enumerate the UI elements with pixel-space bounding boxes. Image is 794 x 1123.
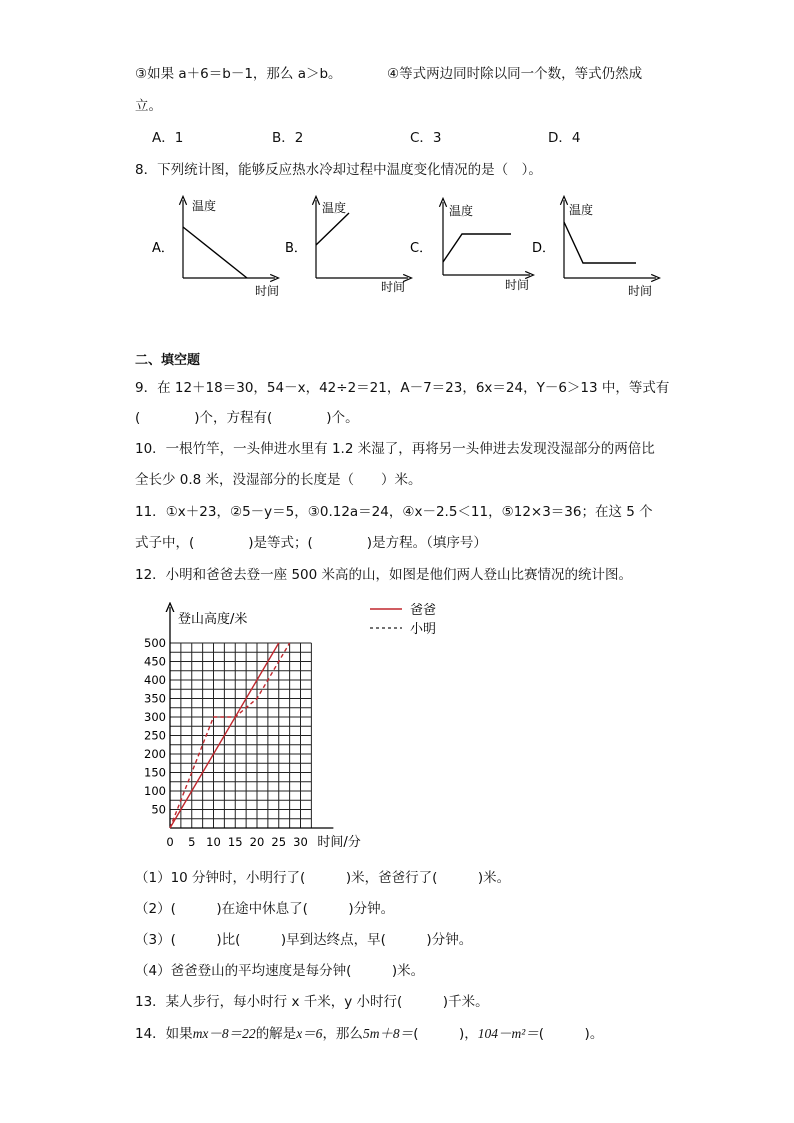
x-tick-label: 15 xyxy=(227,835,243,849)
q11-prefix: 11． xyxy=(135,504,166,520)
q8-graph-c-ylabel: 温度 xyxy=(449,204,474,218)
q10-line2: 全长少 0.8 米，没湿部分的长度是（ ）米。 xyxy=(135,472,422,488)
q8-graph-b-letter: B． xyxy=(285,241,307,256)
q8-graph-c-line xyxy=(443,234,511,262)
y-tick-label: 300 xyxy=(144,710,166,724)
x-tick-label: 0 xyxy=(166,835,174,849)
y-tick-label: 100 xyxy=(144,784,166,798)
chart-grid xyxy=(170,643,311,828)
q11-expr-1: ①x＋23， xyxy=(165,504,230,520)
q8-graph-d-line xyxy=(564,222,636,263)
x-tick-label: 30 xyxy=(293,835,308,849)
x-axis-title: 时间/分 xyxy=(317,835,361,850)
q8-graph-b xyxy=(285,200,408,294)
q11-expr-2: ②5－y＝5， xyxy=(229,504,308,520)
q7-option-d: D．4 xyxy=(548,130,581,146)
q14-expression-1: 5m＋8＝ xyxy=(362,1026,414,1041)
q14-blank-1: ( ) xyxy=(413,1026,465,1042)
x-tick-label: 5 xyxy=(188,835,196,849)
q7-option-a: A．1 xyxy=(152,130,184,146)
x-tick-label: 10 xyxy=(206,835,221,849)
q8-graph-a-letter: A． xyxy=(152,241,174,256)
chart-legend xyxy=(370,603,436,637)
q12-sub3: （3）( )比( )早到达终点，早( )分钟。 xyxy=(135,932,473,948)
q7-item4-line2: 立。 xyxy=(135,98,162,114)
q10-line1: 10．一根竹竿，一头伸进水里有 1.2 米湿了，再将另一头伸进去发现没湿部分的两倍比 xyxy=(135,441,655,457)
q12-chart-svg xyxy=(130,595,510,860)
q12-sub2: （2）( )在途中休息了( )分钟。 xyxy=(135,901,395,917)
q14-text-2: 的解是 xyxy=(255,1026,297,1042)
q14-text-1: 14．如果 xyxy=(135,1026,193,1042)
q11-suffix: 在这 5 个 xyxy=(595,504,653,520)
q8-graph-d-xlabel: 时间 xyxy=(628,284,653,298)
q8-graph-c-xlabel: 时间 xyxy=(505,278,530,292)
y-axis-title: 登山高度/米 xyxy=(178,612,248,627)
q8-graph-b-xlabel: 时间 xyxy=(381,280,406,294)
q8-graph-d-ylabel: 温度 xyxy=(569,203,594,217)
q8-graph-c xyxy=(410,202,530,292)
q13-text: 13．某人步行，每小时行 x 千米，y 小时行( )千米。 xyxy=(135,994,489,1010)
q7-option-c: C．3 xyxy=(410,130,442,146)
q8-stem: 8．下列统计图，能够反应热水冷却过程中温度变化情况的是（ ）。 xyxy=(135,162,542,178)
q7-option-b: B．2 xyxy=(272,130,304,146)
x-tick-label: 25 xyxy=(271,835,287,849)
q8-graph-c-letter: C． xyxy=(410,241,433,256)
y-tick-label: 150 xyxy=(144,765,166,780)
q11-expr-5: ⑤12×3＝36； xyxy=(501,504,595,520)
q14-end: 。 xyxy=(589,1026,604,1042)
q8-graph-a-ylabel: 温度 xyxy=(192,199,217,213)
q8-graph-a-line xyxy=(183,227,247,278)
q11-line2: 式子中，( )是等式；( )是方程。（填序号） xyxy=(135,535,487,551)
q7-item3: ③如果 a＋6＝b－1，那么 a＞b。 xyxy=(135,66,342,82)
q12-stem: 12．小明和爸爸去登一座 500 米高的山，如图是他们两人登山比赛情况的统计图。 xyxy=(135,567,633,583)
y-tick-label: 250 xyxy=(144,728,166,743)
y-tick-label: 400 xyxy=(144,673,166,687)
q8-graph-a xyxy=(152,198,279,298)
legend-label: 小明 xyxy=(410,622,437,637)
q8-graph-a-xlabel: 时间 xyxy=(255,284,280,298)
q14-solution: x＝6 xyxy=(296,1026,323,1041)
q8-graph-d xyxy=(532,200,656,298)
q11-expr-3: ③0.12a＝24， xyxy=(307,504,403,520)
q11-line1 xyxy=(135,502,653,522)
q8-graph-canvas xyxy=(0,190,794,305)
q14-line xyxy=(135,1024,603,1044)
y-tick-label: 450 xyxy=(144,654,166,669)
q8-graph-d-letter: D． xyxy=(532,241,556,256)
section-title: 二、填空题 xyxy=(135,353,201,368)
q8-graphs xyxy=(0,190,794,305)
q14-separator: ， xyxy=(464,1026,478,1042)
q8-graph-b-line xyxy=(316,213,349,245)
x-tick-label: 20 xyxy=(249,835,265,849)
y-tick-label: 350 xyxy=(144,691,166,706)
chart-labels xyxy=(144,611,361,850)
q14-equation: mx－8＝22 xyxy=(192,1026,256,1041)
q11-expr-4: ④x－2.5＜11， xyxy=(402,504,502,520)
q7-item4-line1: ④等式两边同时除以同一个数，等式仍然成 xyxy=(387,66,643,82)
y-tick-label: 500 xyxy=(144,636,166,650)
q9-line2: ( )个，方程有( )个。 xyxy=(135,410,359,426)
q14-blank-2: ( ) xyxy=(538,1026,590,1042)
legend-label: 爸爸 xyxy=(410,603,437,618)
y-tick-label: 50 xyxy=(151,802,166,817)
q8-graph-b-ylabel: 温度 xyxy=(322,201,347,215)
q12-sub1: （1）10 分钟时，小明行了( )米，爸爸行了( )米。 xyxy=(135,870,511,886)
q14-expression-2: 104－m²＝ xyxy=(477,1026,539,1041)
q9-line1: 9．在 12＋18＝30，54－x，42÷2＝21，A－7＝23，6x＝24，Y－6＞13 中，等式有 xyxy=(135,380,670,396)
q14-text-3: ，那么 xyxy=(322,1026,363,1042)
q12-sub4: （4）爸爸登山的平均速度是每分钟( )米。 xyxy=(135,963,425,979)
y-tick-label: 200 xyxy=(144,747,166,761)
q12-chart xyxy=(130,595,510,860)
